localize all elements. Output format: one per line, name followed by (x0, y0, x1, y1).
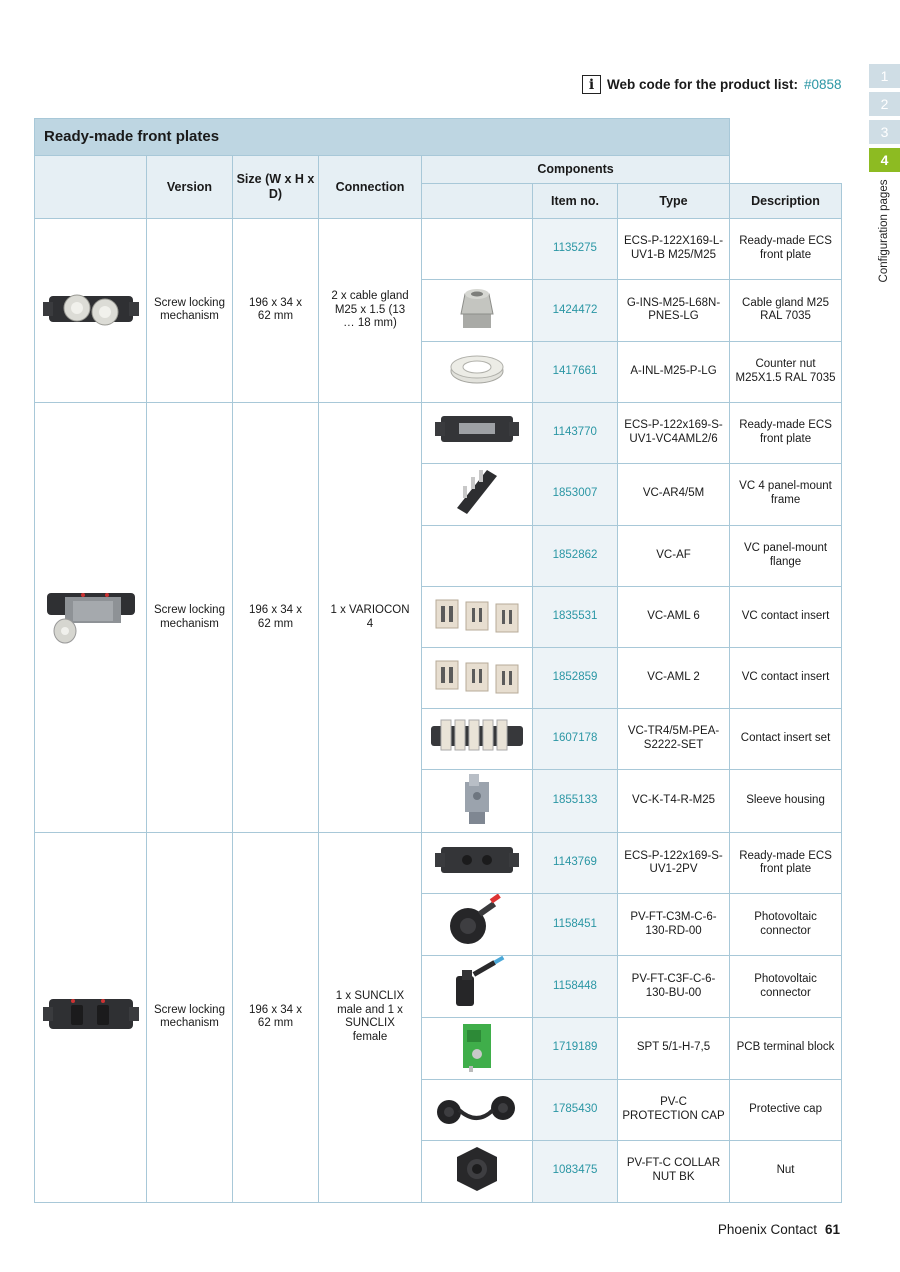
component-description: Ready-made ECS front plate (730, 219, 842, 280)
contact-insert-image (422, 647, 533, 708)
item-number-link[interactable]: 1158448 (533, 956, 618, 1018)
web-code-header (582, 75, 842, 94)
table-row (35, 402, 842, 463)
terminal-block-image (422, 1017, 533, 1079)
component-type: ECS-P-122x169-S-UV1-2PV (618, 833, 730, 894)
header-component-image (422, 184, 533, 219)
header-description: Description (730, 184, 842, 219)
sleeve-housing-image (422, 769, 533, 833)
front-plate-image (422, 402, 533, 463)
component-type: SPT 5/1-H-7,5 (618, 1017, 730, 1079)
pv-connector-red-image (422, 894, 533, 956)
component-type: VC-AR4/5M (618, 463, 730, 525)
group-size: 196 x 34 x 62 mm (233, 833, 319, 1202)
collar-nut-image (422, 1140, 533, 1202)
component-description: VC contact insert (730, 586, 842, 647)
table-row (35, 219, 842, 280)
component-type: VC-K-T4-R-M25 (618, 769, 730, 833)
pv-connector-blue-image (422, 956, 533, 1018)
component-description: Counter nut M25X1.5 RAL 7035 (730, 341, 842, 402)
component-image-empty (422, 219, 533, 280)
page-number: 61 (824, 1222, 840, 1237)
chapter-tab-1[interactable]: 1 (869, 64, 900, 88)
header-size-text: Size (W x H x D) (236, 172, 315, 201)
item-number-link[interactable]: 1835531 (533, 586, 618, 647)
group-version: Screw locking mechanism (147, 833, 233, 1202)
component-description: VC panel-mount flange (730, 525, 842, 586)
component-type: VC-AF (618, 525, 730, 586)
chapter-tab-3[interactable]: 3 (869, 120, 900, 144)
component-type: VC-AML 6 (618, 586, 730, 647)
component-description: Protective cap (730, 1079, 842, 1140)
page-footer (680, 1222, 840, 1237)
table-row (35, 833, 842, 894)
component-type: PV-C PROTECTION CAP (618, 1079, 730, 1140)
contact-set-image (422, 708, 533, 769)
item-number-link[interactable]: 1607178 (533, 708, 618, 769)
header-image-col (35, 156, 147, 219)
chapter-tab-4[interactable]: 4 (869, 148, 900, 172)
header-type: Type (618, 184, 730, 219)
component-type: PV-FT-C3F-C-6-130-BU-00 (618, 956, 730, 1018)
web-code-link[interactable]: #0858 (804, 77, 842, 92)
component-description: Photovoltaic connector (730, 956, 842, 1018)
front-plate-variocon-image (35, 402, 147, 833)
section-label (876, 176, 892, 286)
protective-cap-image (422, 1079, 533, 1140)
item-number-link[interactable]: 1853007 (533, 463, 618, 525)
component-type: PV-FT-C COLLAR NUT BK (618, 1140, 730, 1202)
component-description: Ready-made ECS front plate (730, 402, 842, 463)
component-description: Nut (730, 1140, 842, 1202)
component-image-empty (422, 525, 533, 586)
counter-nut-image (422, 341, 533, 402)
group-size: 196 x 34 x 62 mm (233, 402, 319, 833)
panel-frame-image (422, 463, 533, 525)
group-size: 196 x 34 x 62 mm (233, 219, 319, 403)
info-icon: i (582, 75, 601, 94)
web-code-label: Web code for the product list: (607, 77, 799, 92)
contact-insert-image (422, 586, 533, 647)
section-label-text: Configuration pages (878, 179, 890, 283)
header-components: Components (422, 156, 730, 184)
item-number-link[interactable]: 1855133 (533, 769, 618, 833)
front-plate-cable-gland-image (35, 219, 147, 403)
chapter-tabs (869, 64, 900, 176)
component-description: Contact insert set (730, 708, 842, 769)
front-plates-table (34, 118, 842, 1203)
group-version: Screw locking mechanism (147, 402, 233, 833)
front-plate-2pv-image (422, 833, 533, 894)
chapter-tab-2[interactable]: 2 (869, 92, 900, 116)
component-type: ECS-P-122X169-L-UV1-B M25/M25 (618, 219, 730, 280)
component-description: VC 4 panel-mount frame (730, 463, 842, 525)
item-number-link[interactable]: 1143770 (533, 402, 618, 463)
item-number-link[interactable]: 1083475 (533, 1140, 618, 1202)
table-title: Ready-made front plates (35, 119, 730, 156)
component-type: PV-FT-C3M-C-6-130-RD-00 (618, 894, 730, 956)
component-description: Ready-made ECS front plate (730, 833, 842, 894)
component-description: VC contact insert (730, 647, 842, 708)
component-description: Photovoltaic connector (730, 894, 842, 956)
component-type: ECS-P-122x169-S-UV1-VC4AML2/6 (618, 402, 730, 463)
cable-gland-image (422, 280, 533, 342)
component-description: PCB terminal block (730, 1017, 842, 1079)
header-connection: Connection (319, 156, 422, 219)
component-description: Sleeve housing (730, 769, 842, 833)
item-number-link[interactable]: 1719189 (533, 1017, 618, 1079)
item-number-link[interactable]: 1785430 (533, 1079, 618, 1140)
component-type: A-INL-M25-P-LG (618, 341, 730, 402)
component-type: VC-AML 2 (618, 647, 730, 708)
item-number-link[interactable]: 1143769 (533, 833, 618, 894)
group-connection: 2 x cable gland M25 x 1.5 (13 … 18 mm) (319, 219, 422, 403)
header-size (233, 156, 319, 219)
component-type: VC-TR4/5M-PEA-S2222-SET (618, 708, 730, 769)
header-version: Version (147, 156, 233, 219)
group-connection: 1 x SUNCLIX male and 1 x SUNCLIX female (319, 833, 422, 1202)
header-item-no: Item no. (533, 184, 618, 219)
item-number-link[interactable]: 1158451 (533, 894, 618, 956)
item-number-link[interactable]: 1852862 (533, 525, 618, 586)
item-number-link[interactable]: 1852859 (533, 647, 618, 708)
front-plate-sunclix-image (35, 833, 147, 1202)
component-description: Cable gland M25 RAL 7035 (730, 280, 842, 342)
component-type: G-INS-M25-L68N-PNES-LG (618, 280, 730, 342)
group-connection: 1 x VARIOCON 4 (319, 402, 422, 833)
item-number-link[interactable]: 1424472 (533, 280, 618, 342)
item-number-link[interactable]: 1135275 (533, 219, 618, 280)
item-number-link[interactable]: 1417661 (533, 341, 618, 402)
group-version: Screw locking mechanism (147, 219, 233, 403)
footer-brand: Phoenix Contact (717, 1222, 817, 1237)
